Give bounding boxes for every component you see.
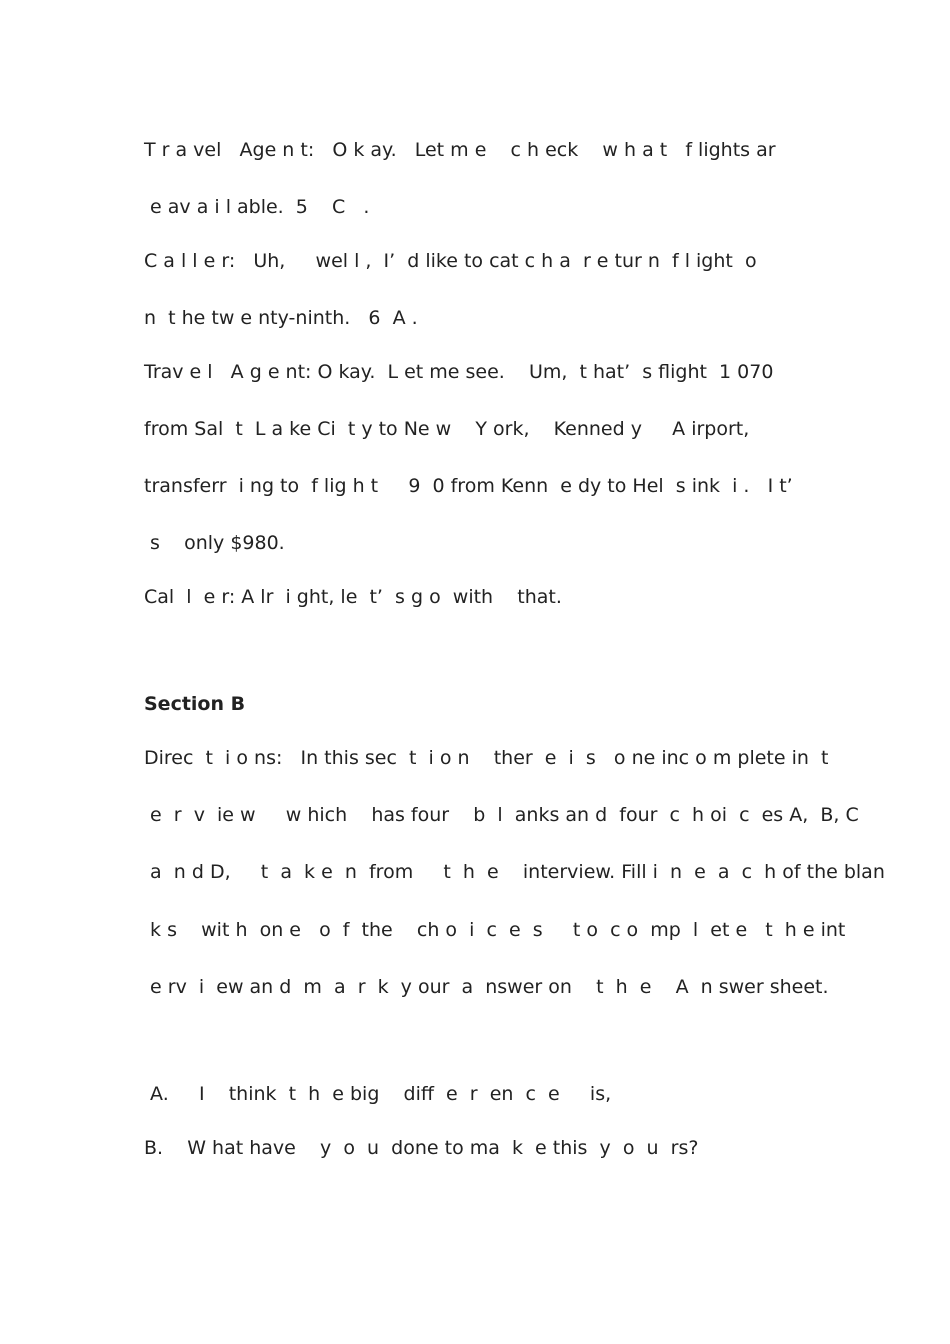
directions-line: e rv i ew an d m a r k y our a nswer on t h e A n swer sheet. (144, 976, 829, 998)
choice-item: A. I think t h e big diff e r en c e is, (144, 1083, 612, 1105)
dialogue-line: C a l l e r: Uh, wel l , I’ d like to cat c h a r e tur n f l ight o (144, 250, 757, 272)
section-heading: Section B (144, 693, 246, 715)
dialogue-line: e av a i l able. 5 C . (144, 196, 370, 218)
dialogue-line: Trav e l A g e nt: O kay. L et me see. Um, t hat’ s flight 1 070 (144, 361, 774, 383)
dialogue-line: n t he tw e nty-ninth. 6 A . (144, 307, 418, 329)
dialogue-line: from Sal t L a ke Ci t y to Ne w Y ork, Kenned y A irport, (144, 418, 750, 440)
directions-line: k s wit h on e o f the ch o i c e s t o c o mp l et e t h e int (144, 919, 846, 941)
directions-line: e r v ie w w hich has four b l anks an d four c h oi c es A, B, C (144, 804, 859, 826)
dialogue-line: s only $980. (144, 532, 285, 554)
directions-line: a n d D, t a k e n from t h e interview. Fill i n e a c h of the blan (144, 861, 885, 883)
dialogue-line: Cal l e r: A lr i ght, le t’ s g o with that. (144, 586, 562, 608)
dialogue-line: T r a vel Age n t: O k ay. Let m e c h eck w h a t f lights ar (144, 139, 776, 161)
directions-line: Direc t i o ns: In this sec t i o n ther e i s o ne inc o m plete in t (144, 747, 829, 769)
dialogue-line: transferr i ng to f lig h t 9 0 from Kenn e dy to Hel s ink i . I t’ (144, 475, 793, 497)
choice-item: B. W hat have y o u done to ma k e this y o u rs? (144, 1137, 699, 1159)
